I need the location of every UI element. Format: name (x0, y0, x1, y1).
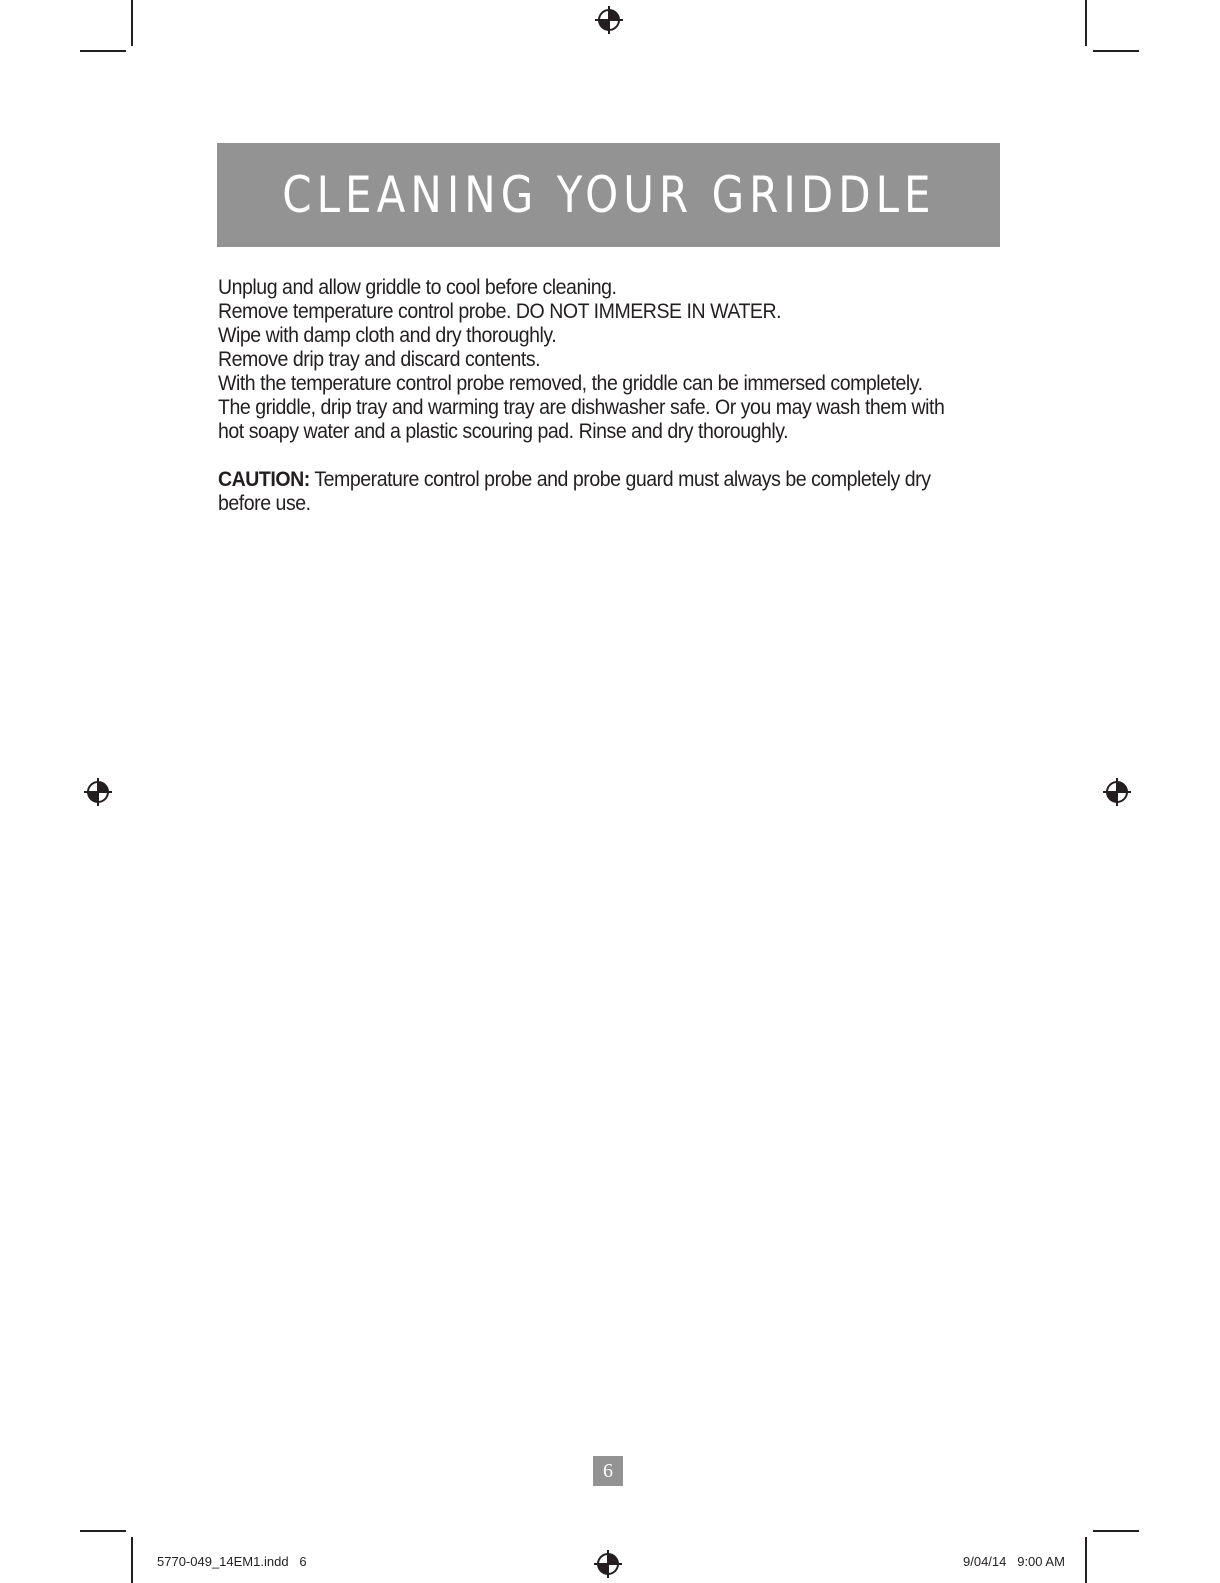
slug-filename: 5770-049_14EM1.indd 6 (157, 1554, 307, 1569)
page-title: CLEANING YOUR GRIDDLE (281, 166, 936, 224)
section-header (217, 143, 1000, 247)
instruction-line: Unplug and allow griddle to cool before cleaning. (218, 276, 617, 299)
crop-mark (1093, 1530, 1139, 1532)
caution-note (218, 468, 953, 516)
crop-mark (131, 1537, 133, 1583)
crop-mark (80, 1530, 126, 1532)
crop-mark (131, 0, 133, 46)
instruction-line: Remove temperature control probe. DO NOT IMMERSE IN WATER. (218, 300, 782, 323)
crop-mark (1093, 50, 1139, 52)
instruction-line: Wipe with damp cloth and dry thoroughly. (218, 324, 557, 347)
registration-mark-icon (83, 777, 113, 807)
caution-text: Temperature control probe and probe guard must always be completely dry before use. (218, 468, 931, 515)
slug-timestamp: 9/04/14 9:00 AM (963, 1554, 1065, 1569)
crop-mark (80, 50, 126, 52)
crop-mark (1085, 1537, 1087, 1583)
page-number: 6 (593, 1456, 623, 1486)
caution-label: CAUTION: (218, 468, 310, 491)
instruction-line: The griddle, drip tray and warming tray are dishwasher safe. Or you may wash them with hot soapy water and a plastic scouring pad. Rinse and dry thoroughly. (218, 396, 945, 443)
registration-mark-icon (593, 1549, 623, 1579)
instruction-line: With the temperature control probe removed, the griddle can be immersed completely. (218, 372, 923, 395)
registration-mark-icon (594, 5, 624, 35)
crop-mark (1085, 0, 1087, 46)
registration-mark-icon (1102, 777, 1132, 807)
cleaning-instructions (218, 276, 953, 516)
instruction-line: Remove drip tray and discard contents. (218, 348, 541, 371)
